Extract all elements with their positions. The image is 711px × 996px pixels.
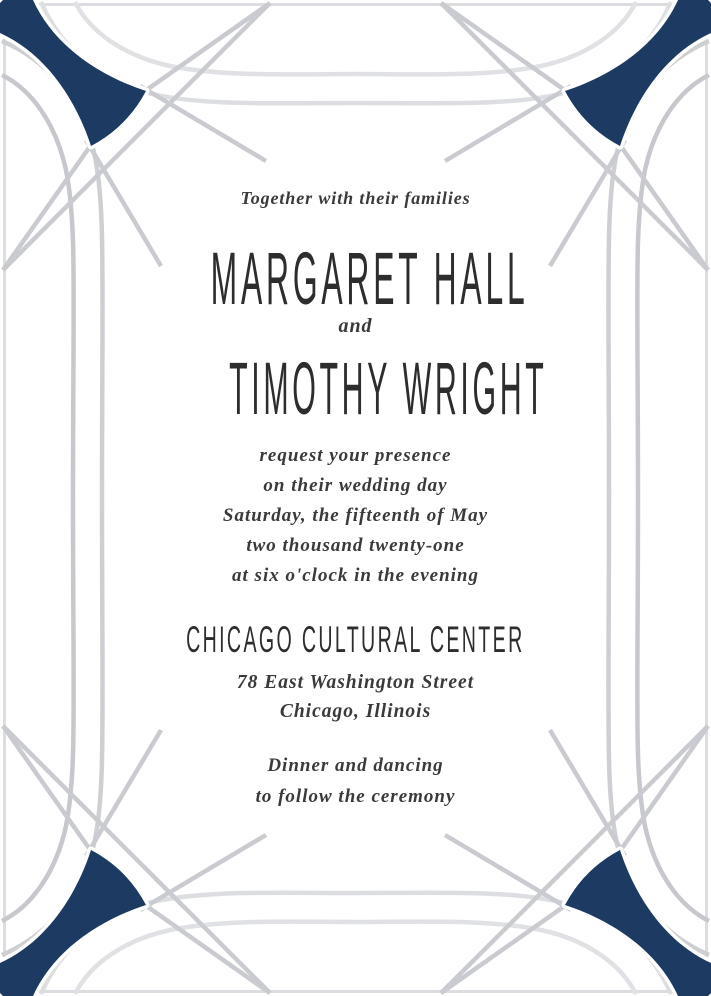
detail-line: two thousand twenty-one (246, 535, 465, 556)
venue-name (0, 621, 711, 658)
footer-line: Dinner and dancing (267, 755, 444, 776)
groom-name (0, 347, 711, 430)
groom-name-text: TIMOTHY WRIGHT (229, 347, 548, 430)
detail-line: on their wedding day (263, 475, 448, 496)
address-line: 78 East Washington Street (236, 672, 475, 693)
bride-name-text: MARGARET HALL (210, 237, 529, 320)
address-line: Chicago, Illinois (279, 701, 432, 722)
detail-line: at six o'clock in the evening (232, 565, 479, 586)
footer-line: to follow the ceremony (255, 786, 456, 807)
outer-border (5, 5, 707, 992)
intro-line: Together with their families (240, 188, 471, 208)
detail-line: request your presence (259, 445, 452, 466)
bride-name (0, 237, 711, 320)
conjunction: and (338, 315, 373, 337)
detail-line: Saturday, the fifteenth of May (222, 505, 489, 526)
venue-name-text: CHICAGO CULTURAL CENTER (186, 619, 525, 660)
